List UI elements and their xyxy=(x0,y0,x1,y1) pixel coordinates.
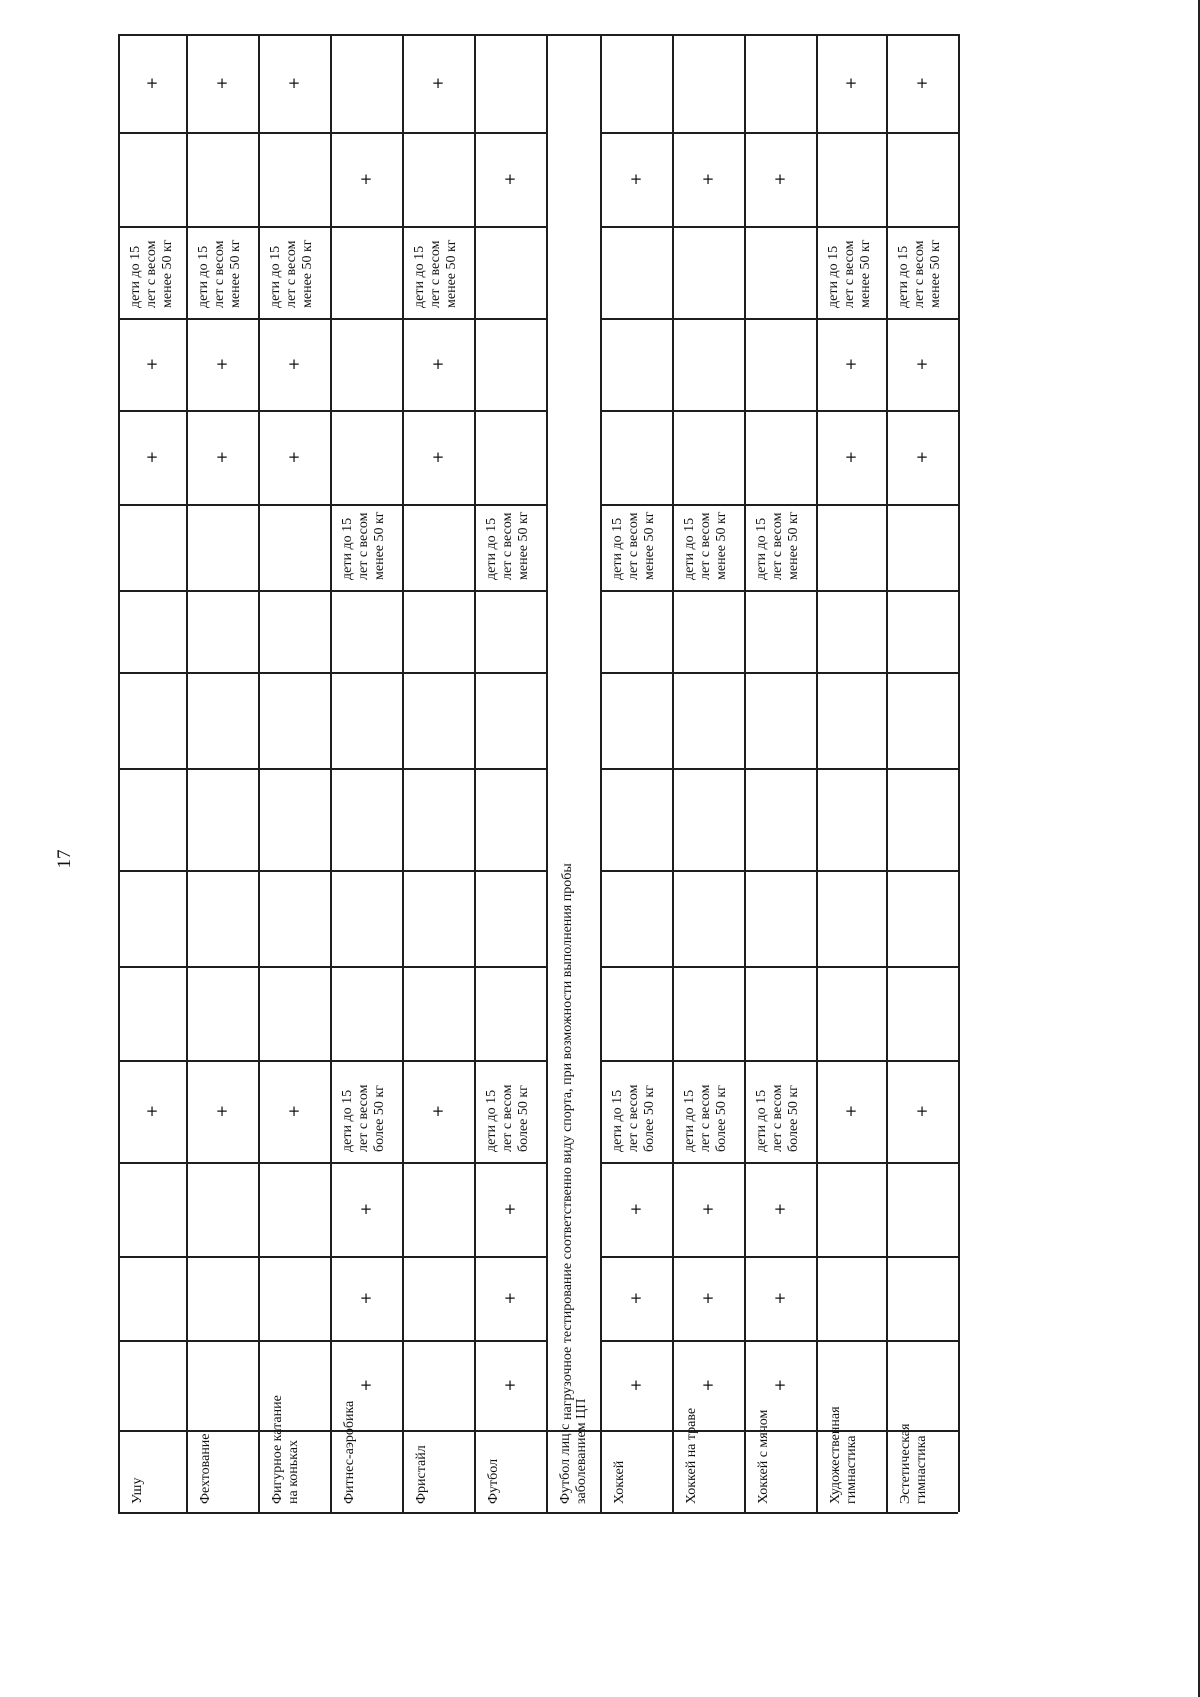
table-rule xyxy=(330,672,402,674)
table-rule xyxy=(402,966,474,968)
cell-condition-text: дети до 15 лет с весом менее 50 кг xyxy=(412,239,459,308)
table-rule xyxy=(258,1060,330,1062)
table-rule xyxy=(402,1340,474,1342)
table-rule xyxy=(186,1430,258,1432)
row-sport-name: Хоккей с мячом xyxy=(756,1409,771,1504)
table-rule xyxy=(744,1256,816,1258)
table-rule xyxy=(186,318,258,320)
plus-mark: + xyxy=(359,1376,373,1394)
plus-mark: + xyxy=(701,1289,715,1307)
plus-mark: + xyxy=(215,1102,229,1120)
table-rule xyxy=(258,768,330,770)
table-rule xyxy=(258,1340,330,1342)
table-rule xyxy=(330,410,402,412)
plus-mark: + xyxy=(844,74,858,92)
cell-condition-text: дети до 15 лет с весом более 50 кг xyxy=(754,1084,801,1152)
table-rule xyxy=(600,768,672,770)
table-rule xyxy=(330,226,402,228)
table-rule xyxy=(600,1162,672,1164)
table-rule xyxy=(886,1060,958,1062)
table-rule xyxy=(886,870,958,872)
table-rule xyxy=(600,1256,672,1258)
plus-mark: + xyxy=(287,74,301,92)
table-rule xyxy=(672,504,744,506)
table-rule xyxy=(816,1162,886,1164)
plus-mark: + xyxy=(844,448,858,466)
row-sport-name: Футбол xyxy=(486,1458,501,1504)
row-sport-name: Фехтование xyxy=(198,1433,213,1504)
table-rule xyxy=(258,132,330,134)
plus-mark: + xyxy=(359,1289,373,1307)
table-rule xyxy=(600,226,672,228)
table-rule xyxy=(672,1430,744,1432)
table-rule xyxy=(600,1340,672,1342)
table-rule xyxy=(816,34,818,1512)
table-rule xyxy=(118,870,186,872)
table-rule xyxy=(330,34,332,1512)
table-rule xyxy=(672,226,744,228)
table-rule xyxy=(744,132,816,134)
plus-mark: + xyxy=(215,448,229,466)
table-rule xyxy=(600,504,672,506)
plus-mark: + xyxy=(915,355,929,373)
table-rule xyxy=(744,226,816,228)
table-rule xyxy=(402,768,474,770)
table-rule xyxy=(816,1060,886,1062)
plus-mark: + xyxy=(701,1376,715,1394)
table-rule xyxy=(330,504,402,506)
table-rule xyxy=(258,1162,330,1164)
table-rule xyxy=(672,672,744,674)
table-rule xyxy=(474,1256,546,1258)
table-rule xyxy=(672,1162,744,1164)
table-rule xyxy=(330,590,402,592)
table-rule xyxy=(886,410,958,412)
table-rule xyxy=(118,1256,186,1258)
table-rule xyxy=(600,410,672,412)
table-rule xyxy=(474,318,546,320)
plus-mark: + xyxy=(773,1376,787,1394)
table-rule xyxy=(118,966,186,968)
table-rule xyxy=(258,504,330,506)
table-rule xyxy=(886,226,958,228)
table-rule xyxy=(258,870,330,872)
plus-mark: + xyxy=(915,1102,929,1120)
page-number: 17 xyxy=(54,849,75,869)
plus-mark: + xyxy=(701,1200,715,1218)
table-rule xyxy=(186,504,258,506)
plus-mark: + xyxy=(287,355,301,373)
table-rule xyxy=(816,226,886,228)
cell-condition-text: дети до 15 лет с весом менее 50 кг xyxy=(610,511,657,580)
table-rule xyxy=(474,504,546,506)
table-rule xyxy=(886,504,958,506)
table-rule xyxy=(186,966,258,968)
table-rule xyxy=(474,410,546,412)
table-rule xyxy=(258,34,260,1512)
table-rule xyxy=(330,870,402,872)
table-rule xyxy=(816,504,886,506)
table-rule xyxy=(744,34,746,1512)
plus-mark: + xyxy=(431,448,445,466)
plus-mark: + xyxy=(629,1289,643,1307)
table-rule xyxy=(474,870,546,872)
table-rule xyxy=(402,870,474,872)
table-rule xyxy=(744,504,816,506)
table-rule xyxy=(118,672,186,674)
plus-mark: + xyxy=(215,355,229,373)
plus-mark: + xyxy=(145,355,159,373)
plus-mark: + xyxy=(773,1200,787,1218)
table-rule xyxy=(118,318,186,320)
table-rule xyxy=(600,132,672,134)
table-rule xyxy=(744,768,816,770)
table-rule xyxy=(474,1162,546,1164)
row-sport-name: Фристайл xyxy=(414,1445,429,1504)
table-rule xyxy=(672,966,744,968)
plus-mark: + xyxy=(503,1376,517,1394)
table-rule xyxy=(816,1256,886,1258)
table-rule xyxy=(474,132,546,134)
table-rule xyxy=(744,410,816,412)
table-rule xyxy=(474,226,546,228)
cell-condition-text: дети до 15 лет с весом менее 50 кг xyxy=(128,239,175,308)
table-rule xyxy=(474,768,546,770)
plus-mark: + xyxy=(145,448,159,466)
table-rule xyxy=(402,132,474,134)
table-rule xyxy=(672,590,744,592)
table-rule xyxy=(118,34,958,36)
table-rule xyxy=(402,318,474,320)
table-rule xyxy=(474,1060,546,1062)
table-rule xyxy=(402,1430,474,1432)
cell-condition-text: дети до 15 лет с весом менее 50 кг xyxy=(196,239,243,308)
table-rule xyxy=(600,590,672,592)
table-rule xyxy=(258,966,330,968)
row-sport-name: Фигурное катание на коньках xyxy=(270,1395,301,1504)
table-rule xyxy=(546,34,548,1512)
table-rule xyxy=(886,1256,958,1258)
table-rule xyxy=(402,34,404,1512)
plus-mark: + xyxy=(359,1200,373,1218)
table-rule xyxy=(118,1060,186,1062)
table-rule xyxy=(600,318,672,320)
cell-condition-text: дети до 15 лет с весом менее 50 кг xyxy=(682,511,729,580)
table-rule xyxy=(816,318,886,320)
table-rule xyxy=(258,410,330,412)
table-rule xyxy=(186,132,258,134)
table-rule xyxy=(402,504,474,506)
table-rule xyxy=(186,870,258,872)
table-rule xyxy=(886,672,958,674)
plus-mark: + xyxy=(287,1102,301,1120)
table-rule xyxy=(330,132,402,134)
plus-mark: + xyxy=(701,170,715,188)
row-sport-name: Художественная гимнастика xyxy=(828,1406,859,1504)
table-rule xyxy=(118,1430,186,1432)
table-rule xyxy=(600,34,602,1512)
plus-mark: + xyxy=(431,355,445,373)
table-rule xyxy=(816,410,886,412)
table-rule xyxy=(118,410,186,412)
cell-condition-text: дети до 15 лет с весом более 50 кг xyxy=(484,1084,531,1152)
table-rule xyxy=(402,1256,474,1258)
table-rule xyxy=(744,1060,816,1062)
table-rule xyxy=(672,1060,744,1062)
row-sport-name: Футбол лиц с заболеванием ЦП xyxy=(558,1398,589,1504)
table-rule xyxy=(186,410,258,412)
table-rule xyxy=(186,590,258,592)
table-rule xyxy=(744,1430,816,1432)
table-rule xyxy=(330,1060,402,1062)
table-rule xyxy=(672,1340,744,1342)
table-rule xyxy=(672,768,744,770)
row-sport-name: Эстетическая гимнастика xyxy=(898,1423,929,1504)
plus-mark: + xyxy=(773,1289,787,1307)
table-rule xyxy=(886,318,958,320)
plus-mark: + xyxy=(215,74,229,92)
plus-mark: + xyxy=(359,170,373,188)
table-rule xyxy=(672,34,674,1512)
cell-condition-text: дети до 15 лет с весом менее 50 кг xyxy=(340,511,387,580)
table-rule xyxy=(402,1060,474,1062)
table-rule xyxy=(474,1340,546,1342)
table-rule xyxy=(816,590,886,592)
plus-mark: + xyxy=(844,355,858,373)
table-rule xyxy=(816,672,886,674)
cell-condition-text: дети до 15 лет с весом менее 50 кг xyxy=(896,239,943,308)
table-rule xyxy=(886,590,958,592)
table-rule xyxy=(258,226,330,228)
table-rule xyxy=(474,966,546,968)
table-rule xyxy=(672,132,744,134)
table-rule xyxy=(886,34,888,1512)
table-rule xyxy=(258,590,330,592)
plus-mark: + xyxy=(503,1200,517,1218)
table-rule xyxy=(886,966,958,968)
table-rule xyxy=(258,672,330,674)
table-rule xyxy=(600,672,672,674)
table-rule xyxy=(886,132,958,134)
cell-condition-text: дети до 15 лет с весом менее 50 кг xyxy=(826,239,873,308)
table-rule xyxy=(474,1430,546,1432)
plus-mark: + xyxy=(287,448,301,466)
table-rule xyxy=(118,34,120,1512)
table-rule xyxy=(330,768,402,770)
table-rule xyxy=(744,870,816,872)
plus-mark: + xyxy=(503,170,517,188)
table-rule xyxy=(600,1060,672,1062)
row-sport-name: Хоккей на траве xyxy=(684,1407,699,1504)
table-rule xyxy=(186,1060,258,1062)
table-rule xyxy=(118,504,186,506)
table-rule xyxy=(744,966,816,968)
table-rule xyxy=(886,768,958,770)
table-rule xyxy=(258,1256,330,1258)
table-rule xyxy=(186,1340,258,1342)
table-rule xyxy=(886,1162,958,1164)
plus-mark: + xyxy=(431,1102,445,1120)
table-rule xyxy=(402,672,474,674)
table-rule xyxy=(186,1256,258,1258)
note-row-text: нагрузочное тестирование соответственно виду спорта, при возможности выполнения пробы xyxy=(560,863,575,1420)
row-sport-name: Ушу xyxy=(130,1477,145,1504)
table-rule xyxy=(186,1162,258,1164)
table-rule xyxy=(600,1430,672,1432)
table-rule xyxy=(118,226,186,228)
table-rule xyxy=(474,34,476,1512)
table-rule xyxy=(744,1340,816,1342)
plus-mark: + xyxy=(915,448,929,466)
table-rule xyxy=(672,318,744,320)
table-rule xyxy=(672,410,744,412)
table-rule xyxy=(118,1512,958,1514)
table-rule xyxy=(186,672,258,674)
table-rule xyxy=(330,966,402,968)
row-sport-name: Хоккей xyxy=(612,1460,627,1504)
table-rule xyxy=(330,1162,402,1164)
plus-mark: + xyxy=(145,74,159,92)
table-rule xyxy=(672,1256,744,1258)
table-rule xyxy=(186,226,258,228)
table-rule xyxy=(600,870,672,872)
table-rule xyxy=(402,226,474,228)
plus-mark: + xyxy=(431,74,445,92)
table-rule xyxy=(330,318,402,320)
cell-condition-text: дети до 15 лет с весом менее 50 кг xyxy=(754,511,801,580)
table-rule xyxy=(118,768,186,770)
plus-mark: + xyxy=(629,1200,643,1218)
row-sport-name: Фитнес-аэробика xyxy=(342,1400,357,1504)
table-rule xyxy=(816,1340,886,1342)
table-rule xyxy=(118,132,186,134)
cell-condition-text: дети до 15 лет с весом более 50 кг xyxy=(610,1084,657,1152)
table-rule xyxy=(186,34,188,1512)
cell-condition-text: дети до 15 лет с весом более 50 кг xyxy=(682,1084,729,1152)
plus-mark: + xyxy=(773,170,787,188)
table-rule xyxy=(744,318,816,320)
table-rule xyxy=(886,1340,958,1342)
plus-mark: + xyxy=(145,1102,159,1120)
table-rule xyxy=(744,672,816,674)
table-rule xyxy=(958,34,960,1512)
table-rule xyxy=(330,1430,402,1432)
table-rule xyxy=(600,966,672,968)
table-rule xyxy=(744,590,816,592)
plus-mark: + xyxy=(503,1289,517,1307)
table-rule xyxy=(816,768,886,770)
table-rule xyxy=(816,132,886,134)
plus-mark: + xyxy=(915,74,929,92)
cell-condition-text: дети до 15 лет с весом менее 50 кг xyxy=(484,511,531,580)
cell-condition-text: дети до 15 лет с весом более 50 кг xyxy=(340,1084,387,1152)
table-rule xyxy=(118,590,186,592)
table-rule xyxy=(672,870,744,872)
table-rule xyxy=(258,318,330,320)
table-rule xyxy=(816,870,886,872)
table-rule xyxy=(402,590,474,592)
plus-mark: + xyxy=(629,1376,643,1394)
table-rule xyxy=(744,1162,816,1164)
table-rule xyxy=(474,590,546,592)
table-rule xyxy=(186,768,258,770)
table-rule xyxy=(330,1340,402,1342)
table-rule xyxy=(118,1162,186,1164)
table-rule xyxy=(474,672,546,674)
table-rule xyxy=(330,1256,402,1258)
table-rule xyxy=(118,1340,186,1342)
plus-mark: + xyxy=(844,1102,858,1120)
plus-mark: + xyxy=(629,170,643,188)
table-rule xyxy=(402,1162,474,1164)
table-rule xyxy=(816,966,886,968)
table-rule xyxy=(402,410,474,412)
cell-condition-text: дети до 15 лет с весом менее 50 кг xyxy=(268,239,315,308)
